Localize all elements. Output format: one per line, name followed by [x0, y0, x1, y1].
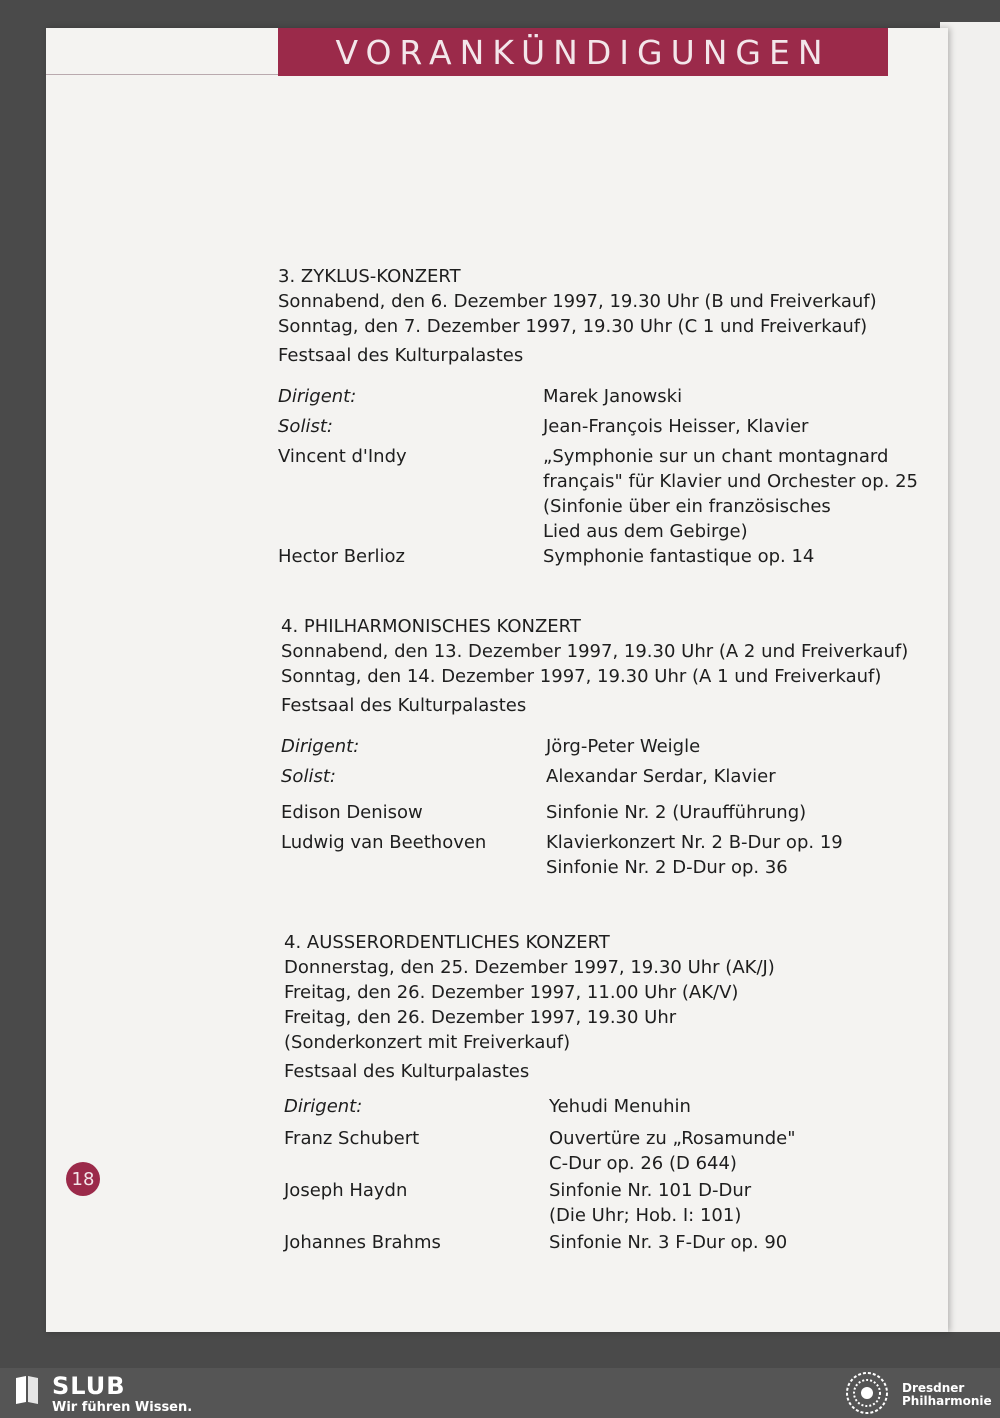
footer-bar — [0, 1368, 1000, 1418]
concert-date: (Sonderkonzert mit Freiverkauf) — [284, 1032, 571, 1053]
performer-name — [543, 414, 808, 439]
concert-title: 4. PHILHARMONISCHES KONZERT — [281, 616, 581, 637]
work-title — [543, 444, 918, 544]
work-line: Klavierkonzert Nr. 2 B-Dur op. 19 — [546, 832, 843, 853]
work-line: Sinfonie Nr. 2 (Uraufführung) — [546, 802, 807, 823]
role-label: Solist: — [281, 766, 336, 787]
concert-date: Sonntag, den 14. Dezember 1997, 19.30 Uhr (A 1 und Freiverkauf) — [281, 666, 882, 687]
philharmonie-logo-icon — [842, 1370, 892, 1416]
role-label: Dirigent: — [281, 736, 360, 757]
partner-line-2: Philharmonie — [902, 1394, 992, 1408]
work-line: Sinfonie Nr. 2 D-Dur op. 36 — [546, 857, 788, 878]
concert-section — [281, 614, 909, 878]
work-title — [546, 800, 806, 825]
performer-name — [546, 734, 700, 759]
library-tagline: Wir führen Wissen. — [52, 1400, 193, 1415]
work-line: Sinfonie Nr. 101 D-Dur — [549, 1180, 752, 1201]
concert-title: 3. ZYKLUS-KONZERT — [278, 266, 461, 287]
concert-date: Donnerstag, den 25. Dezember 1997, 19.30 Uhr (AK/J) — [284, 957, 775, 978]
concert-section — [278, 264, 918, 567]
performer-name — [549, 1094, 691, 1119]
composer-name: Johannes Brahms — [284, 1232, 441, 1253]
library-name: SLUB — [52, 1372, 126, 1400]
page-number: 18 — [71, 1168, 95, 1190]
work-line: Yehudi Menuhin — [549, 1096, 691, 1117]
work-line: (Die Uhr; Hob. I: 101) — [549, 1205, 742, 1226]
concert-date: Sonnabend, den 6. Dezember 1997, 19.30 Uhr (B und Freiverkauf) — [278, 291, 877, 312]
work-line: Lied aus dem Gebirge) — [543, 521, 748, 542]
partner-name — [902, 1382, 992, 1408]
composer-name: Edison Denisow — [281, 802, 423, 823]
page-number-badge — [66, 1162, 100, 1196]
work-line: „Symphonie sur un chant montagnard — [543, 446, 889, 467]
role-label: Dirigent: — [284, 1096, 363, 1117]
work-line: (Sinfonie über ein französisches — [543, 496, 831, 517]
work-line: Sinfonie Nr. 3 F-Dur op. 90 — [549, 1232, 788, 1253]
work-title — [549, 1126, 795, 1176]
next-page-edge — [940, 22, 1000, 1332]
composer-name: Joseph Haydn — [284, 1180, 408, 1201]
concert-date: Freitag, den 26. Dezember 1997, 11.00 Uhr (AK/V) — [284, 982, 739, 1003]
composer-name: Vincent d'Indy — [278, 446, 407, 467]
work-line: C-Dur op. 26 (D 644) — [549, 1153, 737, 1174]
work-title — [546, 830, 843, 880]
work-title — [549, 1230, 787, 1255]
work-line: Jean-François Heisser, Klavier — [543, 416, 809, 437]
concert-section — [284, 930, 796, 1253]
composer-name: Franz Schubert — [284, 1128, 420, 1149]
concert-venue: Festsaal des Kulturpalastes — [278, 345, 524, 366]
work-line: Ouvertüre zu „Rosamunde" — [549, 1128, 796, 1149]
composer-name: Ludwig van Beethoven — [281, 832, 487, 853]
work-title — [543, 544, 814, 569]
role-label: Solist: — [278, 416, 333, 437]
work-title — [549, 1178, 751, 1228]
performer-name — [546, 764, 776, 789]
concert-venue: Festsaal des Kulturpalastes — [281, 695, 527, 716]
concert-title: 4. AUSSERORDENTLICHES KONZERT — [284, 932, 610, 953]
book-icon — [12, 1374, 42, 1406]
performer-name — [543, 384, 682, 409]
header-band — [278, 28, 888, 76]
work-line: Alexandar Serdar, Klavier — [546, 766, 776, 787]
concert-date: Sonnabend, den 13. Dezember 1997, 19.30 Uhr (A 2 und Freiverkauf) — [281, 641, 909, 662]
work-line: Symphonie fantastique op. 14 — [543, 546, 815, 567]
role-label: Dirigent: — [278, 386, 357, 407]
page-header-title: VORANKÜNDIGUNGEN — [335, 32, 831, 72]
work-line: Jörg-Peter Weigle — [546, 736, 701, 757]
partner-line-1: Dresdner — [902, 1381, 965, 1395]
composer-name: Hector Berlioz — [278, 546, 405, 567]
concert-venue: Festsaal des Kulturpalastes — [284, 1061, 530, 1082]
concert-date: Sonntag, den 7. Dezember 1997, 19.30 Uhr (C 1 und Freiverkauf) — [278, 316, 868, 337]
work-line: français" für Klavier und Orchester op. 25 — [543, 471, 918, 492]
header-rule — [46, 74, 278, 75]
concert-date: Freitag, den 26. Dezember 1997, 19.30 Uhr — [284, 1007, 677, 1028]
work-line: Marek Janowski — [543, 386, 683, 407]
